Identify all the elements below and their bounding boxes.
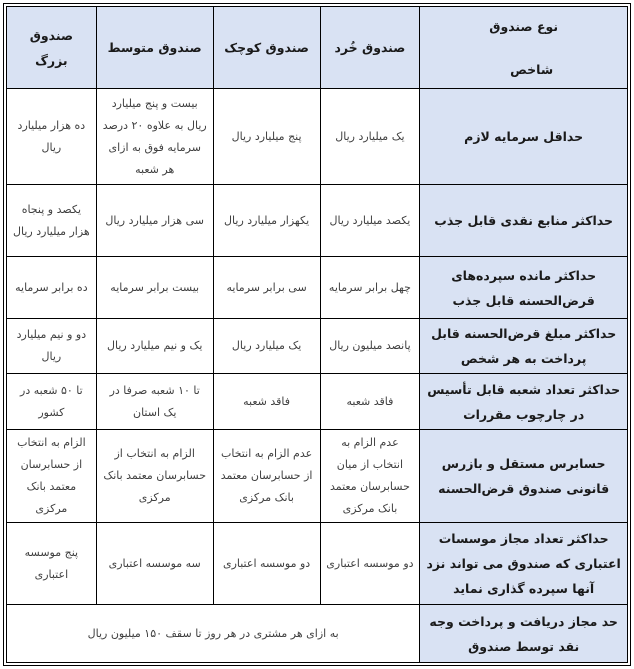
value-cell: یکصد میلیارد ریال: [320, 185, 420, 257]
value-cell: تا ۱۰ شعبه صرفا در یک استان: [96, 374, 213, 430]
value-cell: دو و نیم میلیارد ریال: [7, 319, 97, 374]
value-cell: دو موسسه اعتباری: [213, 523, 320, 605]
corner-header-inner: [428, 12, 619, 84]
funds-comparison-table-wrapper: [3, 3, 631, 666]
column-header-large-fund: صندوق بزرگ: [7, 7, 97, 89]
row-header-max-credit-institutions: حداکثر تعداد مجاز موسسات اعتباری که صندوق می تواند نزد آنها سپرده گذاری نماید: [420, 523, 628, 605]
table-row: [7, 319, 628, 374]
value-cell: دو موسسه اعتباری: [320, 523, 420, 605]
value-cell: الزام به انتخاب از حسابرسان معتمد بانک مرکزی: [7, 430, 97, 523]
row-header-max-cash-resources: حداکثر منابع نقدی قابل جذب: [420, 185, 628, 257]
value-cell: بیست و پنج میلیارد ریال به علاوه ۲۰ درصد سرمایه فوق به ازای هر شعبه: [96, 89, 213, 185]
value-cell: یکصد و پنجاه هزار میلیارد ریال: [7, 185, 97, 257]
value-cell: پانصد میلیون ریال: [320, 319, 420, 374]
value-cell: یک میلیارد ریال: [320, 89, 420, 185]
value-cell: پنج موسسه اعتباری: [7, 523, 97, 605]
table-row: [7, 257, 628, 319]
column-header-micro-fund: صندوق خُرد: [320, 7, 420, 89]
value-cell: عدم الزام به انتخاب از حسابرسان معتمد بانک مرکزی: [213, 430, 320, 523]
value-cell: سی هزار میلیارد ریال: [96, 185, 213, 257]
value-cell: یک و نیم میلیارد ریال: [96, 319, 213, 374]
table-row: [7, 374, 628, 430]
row-header-max-deposit-balance: حداکثر مانده سپرده‌های قرض‌الحسنه قابل جذب: [420, 257, 628, 319]
value-cell: پنج میلیارد ریال: [213, 89, 320, 185]
table-row: [7, 89, 628, 185]
row-header-max-branches: حداکثر تعداد شعبه قابل تأسیس در چارچوب مقررات: [420, 374, 628, 430]
table-row: [7, 523, 628, 605]
value-cell: یکهزار میلیارد ریال: [213, 185, 320, 257]
column-header-medium-fund: صندوق متوسط: [96, 7, 213, 89]
row-header-max-loan-per-person: حداکثر مبلغ قرض‌الحسنه قابل پرداخت به هر شخص: [420, 319, 628, 374]
value-cell: فاقد شعبه: [320, 374, 420, 430]
value-cell: بیست برابر سرمایه: [96, 257, 213, 319]
value-cell: ده هزار میلیارد ریال: [7, 89, 97, 185]
value-cell: یک میلیارد ریال: [213, 319, 320, 374]
row-header-cash-limit: حد مجاز دریافت و پرداخت وجه نقد توسط صندوق: [420, 605, 628, 663]
corner-header-fund-type-label: نوع صندوق: [489, 18, 559, 34]
column-header-small-fund: صندوق کوچک: [213, 7, 320, 89]
value-cell: الزام به انتخاب از حسابرسان معتمد بانک مرکزی: [96, 430, 213, 523]
header-row: [7, 7, 628, 89]
value-cell: ده برابر سرمایه: [7, 257, 97, 319]
table-row: [7, 605, 628, 663]
funds-comparison-table: [6, 6, 628, 663]
table-row: [7, 430, 628, 523]
corner-header-indicator-label: شاخص: [510, 61, 554, 77]
corner-header-cell: [420, 7, 628, 89]
value-cell: عدم الزام به انتخاب از میان حسابرسان معتمد بانک مرکزی: [320, 430, 420, 523]
value-cell: فاقد شعبه: [213, 374, 320, 430]
merged-value-cell: به ازای هر مشتری در هر روز تا سقف ۱۵۰ میلیون ریال: [7, 605, 420, 663]
row-header-auditor-requirement: حسابرس مستقل و بازرس قانونی صندوق قرض‌الحسنه: [420, 430, 628, 523]
table-row: [7, 185, 628, 257]
value-cell: چهل برابر سرمایه: [320, 257, 420, 319]
value-cell: سی برابر سرمایه: [213, 257, 320, 319]
value-cell: تا ۵۰ شعبه در کشور: [7, 374, 97, 430]
row-header-min-capital: حداقل سرمایه لازم: [420, 89, 628, 185]
value-cell: سه موسسه اعتباری: [96, 523, 213, 605]
